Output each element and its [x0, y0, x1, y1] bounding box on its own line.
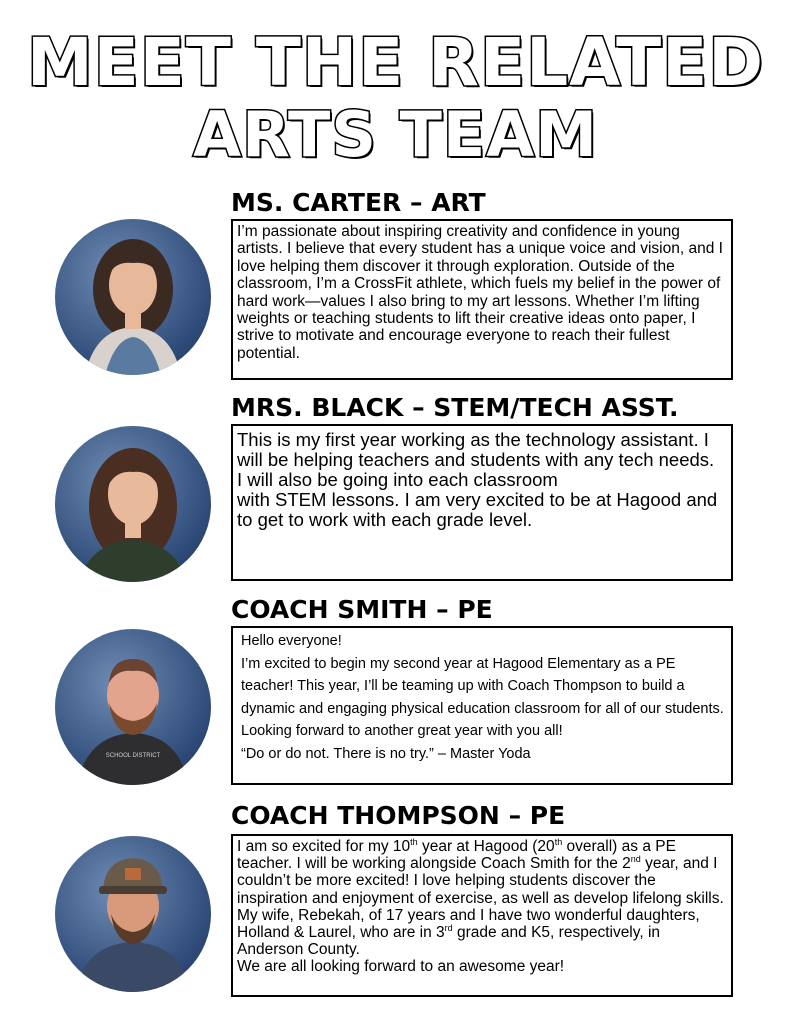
- bio-para-thompson-2: My wife, Rebekah, of 17 years and I have two wonderful daughters, Holland & Laurel, who are in 3rd grade and K5, respectively, in Anderson County.: [237, 906, 700, 959]
- bio-line-smith-2: I’m excited to begin my second year at Hagood Elementary as a PE teacher! This year, I’ll be teaming up with Coach Thompson to build a dynamic and engaging physical education classroom for all of our students.: [241, 655, 724, 717]
- bio-line-smith-1: Hello everyone!: [241, 633, 342, 649]
- page-title-line-1: MEET THE RELATED: [27, 24, 764, 101]
- bio-box-black: [231, 424, 733, 581]
- portrait-black-photo: [55, 426, 211, 582]
- bio-text-carter: I’m passionate about inspiring creativity and confidence in young artists. I believe that every student has a unique voice and vision, and I love helping them discover it through exploration. Outside of the classroom, I’m a CrossFit athlete, which fuels my belief in the power of hard work—values I also bring to my art lessons. Whether I’m lifting weights or teaching students to lift their creative ideas onto paper, I strive to motivate and encourage everyone to reach their fullest potential.: [237, 223, 723, 362]
- bio-line-black-2: I will also be going into each classroom: [237, 469, 558, 490]
- bio-line-black-1: This is my first year working as the technology assistant. I will be helping teachers and students with any tech needs.: [237, 429, 715, 470]
- staff-name-black: MRS. BLACK – STEM/TECH ASST.: [231, 393, 679, 422]
- portrait-carter-photo: [55, 219, 211, 375]
- bio-line-smith-3: Looking forward to another great year with you all!: [241, 723, 563, 740]
- portrait-thompson-photo: [55, 836, 211, 992]
- bio-line-smith-4: “Do or do not. There is no try.” – Master Yoda: [241, 745, 531, 762]
- bio-box-carter: [231, 219, 733, 380]
- bio-para-thompson-1: I am so excited for my 10th year at Hagood (20th overall) as a PE teacher. I will be working alongside Coach Smith for the 2nd year, and I couldn’t be more excited! I love helping students discover the inspiration and enjoyment of exercise, as well as develop lifelong skills.: [237, 836, 724, 907]
- shirt-logo-text: SCHOOL DISTRICT: [105, 753, 161, 759]
- portrait-smith-photo: [55, 629, 211, 785]
- page-title-line-2: ARTS TEAM: [193, 98, 598, 171]
- staff-name-smith: COACH SMITH – PE: [231, 595, 493, 624]
- staff-name-thompson: COACH THOMPSON – PE: [231, 801, 566, 830]
- bio-line-black-3: with STEM lessons. I am very excited to be at Hagood and to get to work with each grade level.: [237, 489, 718, 530]
- bio-box-smith: [231, 626, 733, 785]
- bio-box-thompson: [231, 834, 733, 997]
- staff-name-carter: MS. CARTER – ART: [231, 188, 486, 217]
- bio-para-thompson-3: We are all looking forward to an awesome year!: [237, 958, 565, 976]
